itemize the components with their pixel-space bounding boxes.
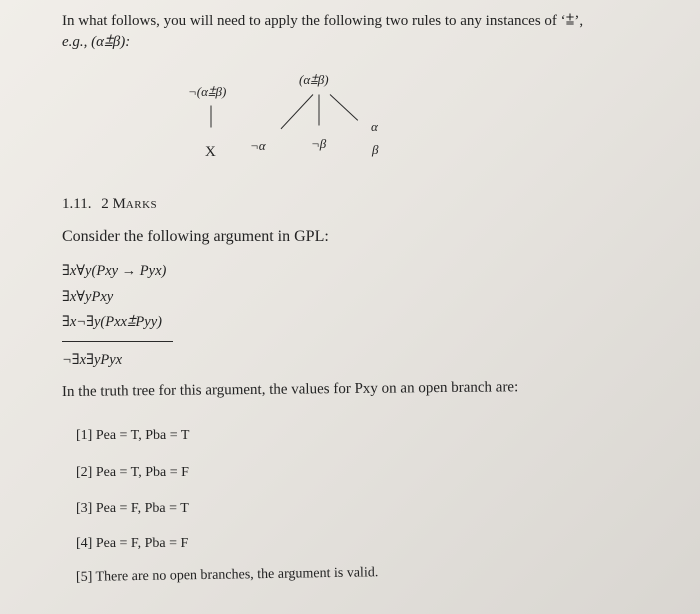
intro-line-1: In what follows, you will need to apply the following two rules to any instances of ‘⩲’, xyxy=(62,13,584,29)
branch-left-line xyxy=(281,94,314,129)
branch-middle-line xyxy=(319,95,320,126)
option-1: [1] Pea = T, Pba = T xyxy=(76,428,190,443)
question-prompt: Consider the following argument in GPL: xyxy=(62,228,329,245)
question-heading xyxy=(62,196,157,213)
branch-right-line xyxy=(330,94,358,121)
premise-2: ∃x∀yPxy xyxy=(62,289,114,305)
question-stem: In the truth tree for this argument, the values for Pxy on an open branch are: xyxy=(61,379,519,400)
marks-count: 2 xyxy=(101,196,109,212)
option-4: [4] Pea = F, Pba = F xyxy=(76,536,189,551)
intro-line-2: e.g., (α⩲β): xyxy=(62,34,131,50)
conclusion: ¬∃x∃yPyx xyxy=(62,352,123,368)
branch-left-formula: ¬α xyxy=(250,138,266,153)
conclusion-divider xyxy=(62,341,173,342)
marks-label-rest: ARKS xyxy=(125,199,158,211)
option-5: [5] There are no open branches, the argument is valid. xyxy=(75,565,379,585)
marks-label-initial: M xyxy=(112,196,126,212)
option-2: [2] Pea = T, Pba = F xyxy=(76,465,189,480)
positive-rule-top: (α⩲β) xyxy=(299,72,329,87)
branch-middle-formula: ¬β xyxy=(311,136,327,151)
premise-1: ∃x∀y(Pxy → Pyx) xyxy=(62,263,167,279)
branch-right-formula-1: α xyxy=(371,119,378,134)
branch-right-formula-2: β xyxy=(372,142,379,157)
option-3: [3] Pea = F, Pba = T xyxy=(76,501,189,516)
question-number: 1.11. xyxy=(62,196,92,212)
negated-rule-stem xyxy=(211,106,212,128)
negated-rule-top: ¬(α⩲β) xyxy=(188,84,227,99)
negated-rule-closure: X xyxy=(205,144,216,160)
premise-3: ∃x¬∃y(Pxx⩲Pyy) xyxy=(62,314,162,330)
